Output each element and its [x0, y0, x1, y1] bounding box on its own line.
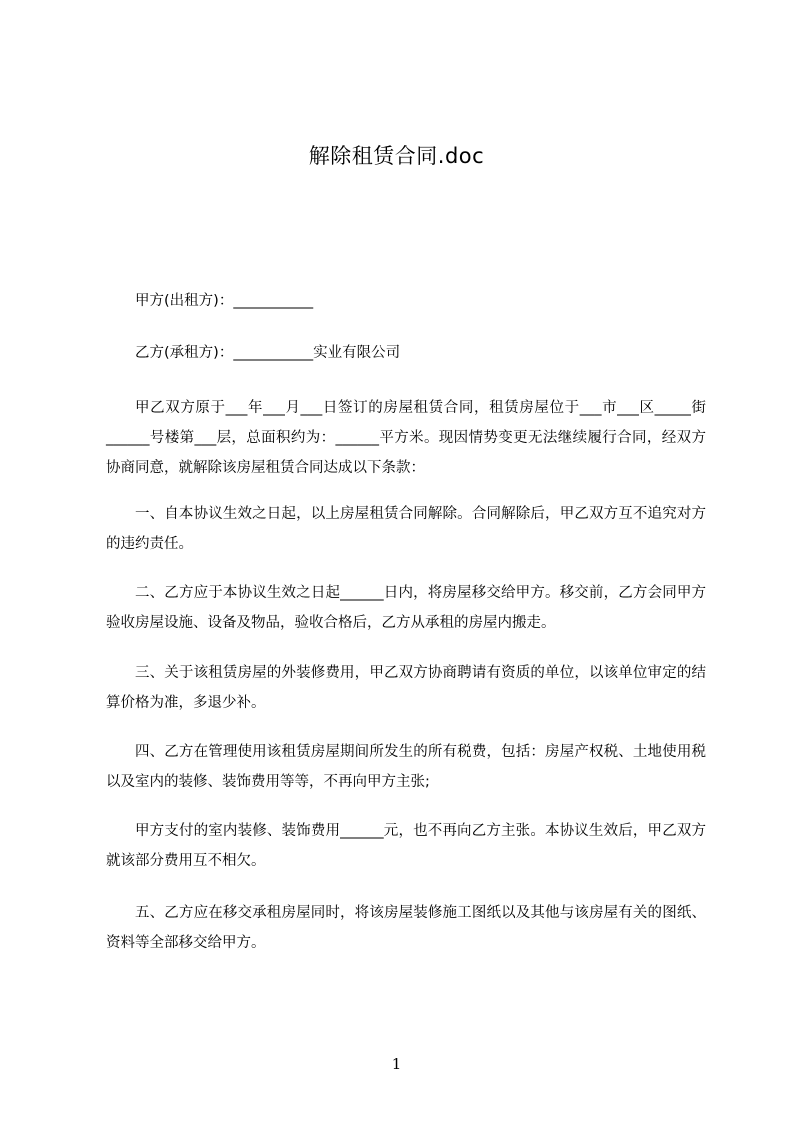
clause-1-paragraph: 一、自本协议生效之日起，以上房屋租赁合同解除。合同解除后，甲乙双方互不追究对方的违约责任。: [106, 506, 706, 552]
party-b-line: 乙方(承租方)：___________实业有限公司: [135, 345, 401, 361]
document-title: 解除租赁合同.doc: [308, 144, 485, 168]
clause-2-paragraph: 二、乙方应于本协议生效之日起______日内，将房屋移交给甲方。移交前，乙方会同甲方验收房屋设施、设备及物品，验收合格后，乙方从承租的房屋内搬走。: [106, 585, 706, 631]
party-a-line: 甲方(出租方)：___________: [135, 293, 314, 309]
clause-4-note-paragraph: 甲方支付的室内装修、装饰费用______元，也不再向乙方主张。本协议生效后，甲乙双方就该部分费用互不相欠。: [106, 823, 706, 869]
intro-paragraph: 甲乙双方原于___年___月___日签订的房屋租赁合同，租赁房屋位于___市___区_____街______号楼第___层，总面积约为：______平方米。现因情势变更无法继续履行合同，经双方协商同意，就解除该房屋租赁合同达成以下条款：: [106, 400, 706, 476]
page-number: 1: [391, 1055, 402, 1073]
clause-5-paragraph: 五、乙方应在移交承租房屋同时，将该房屋装修施工图纸以及其他与该房屋有关的图纸、资料等全部移交给甲方。: [106, 905, 706, 951]
clause-3-paragraph: 三、关于该租赁房屋的外装修费用，甲乙双方协商聘请有资质的单位，以该单位审定的结算价格为准，多退少补。: [106, 665, 706, 711]
clause-4-paragraph: 四、乙方在管理使用该租赁房屋期间所发生的所有税费，包括：房屋产权税、土地使用税以及室内的装修、装饰费用等等，不再向甲方主张;: [106, 744, 706, 790]
